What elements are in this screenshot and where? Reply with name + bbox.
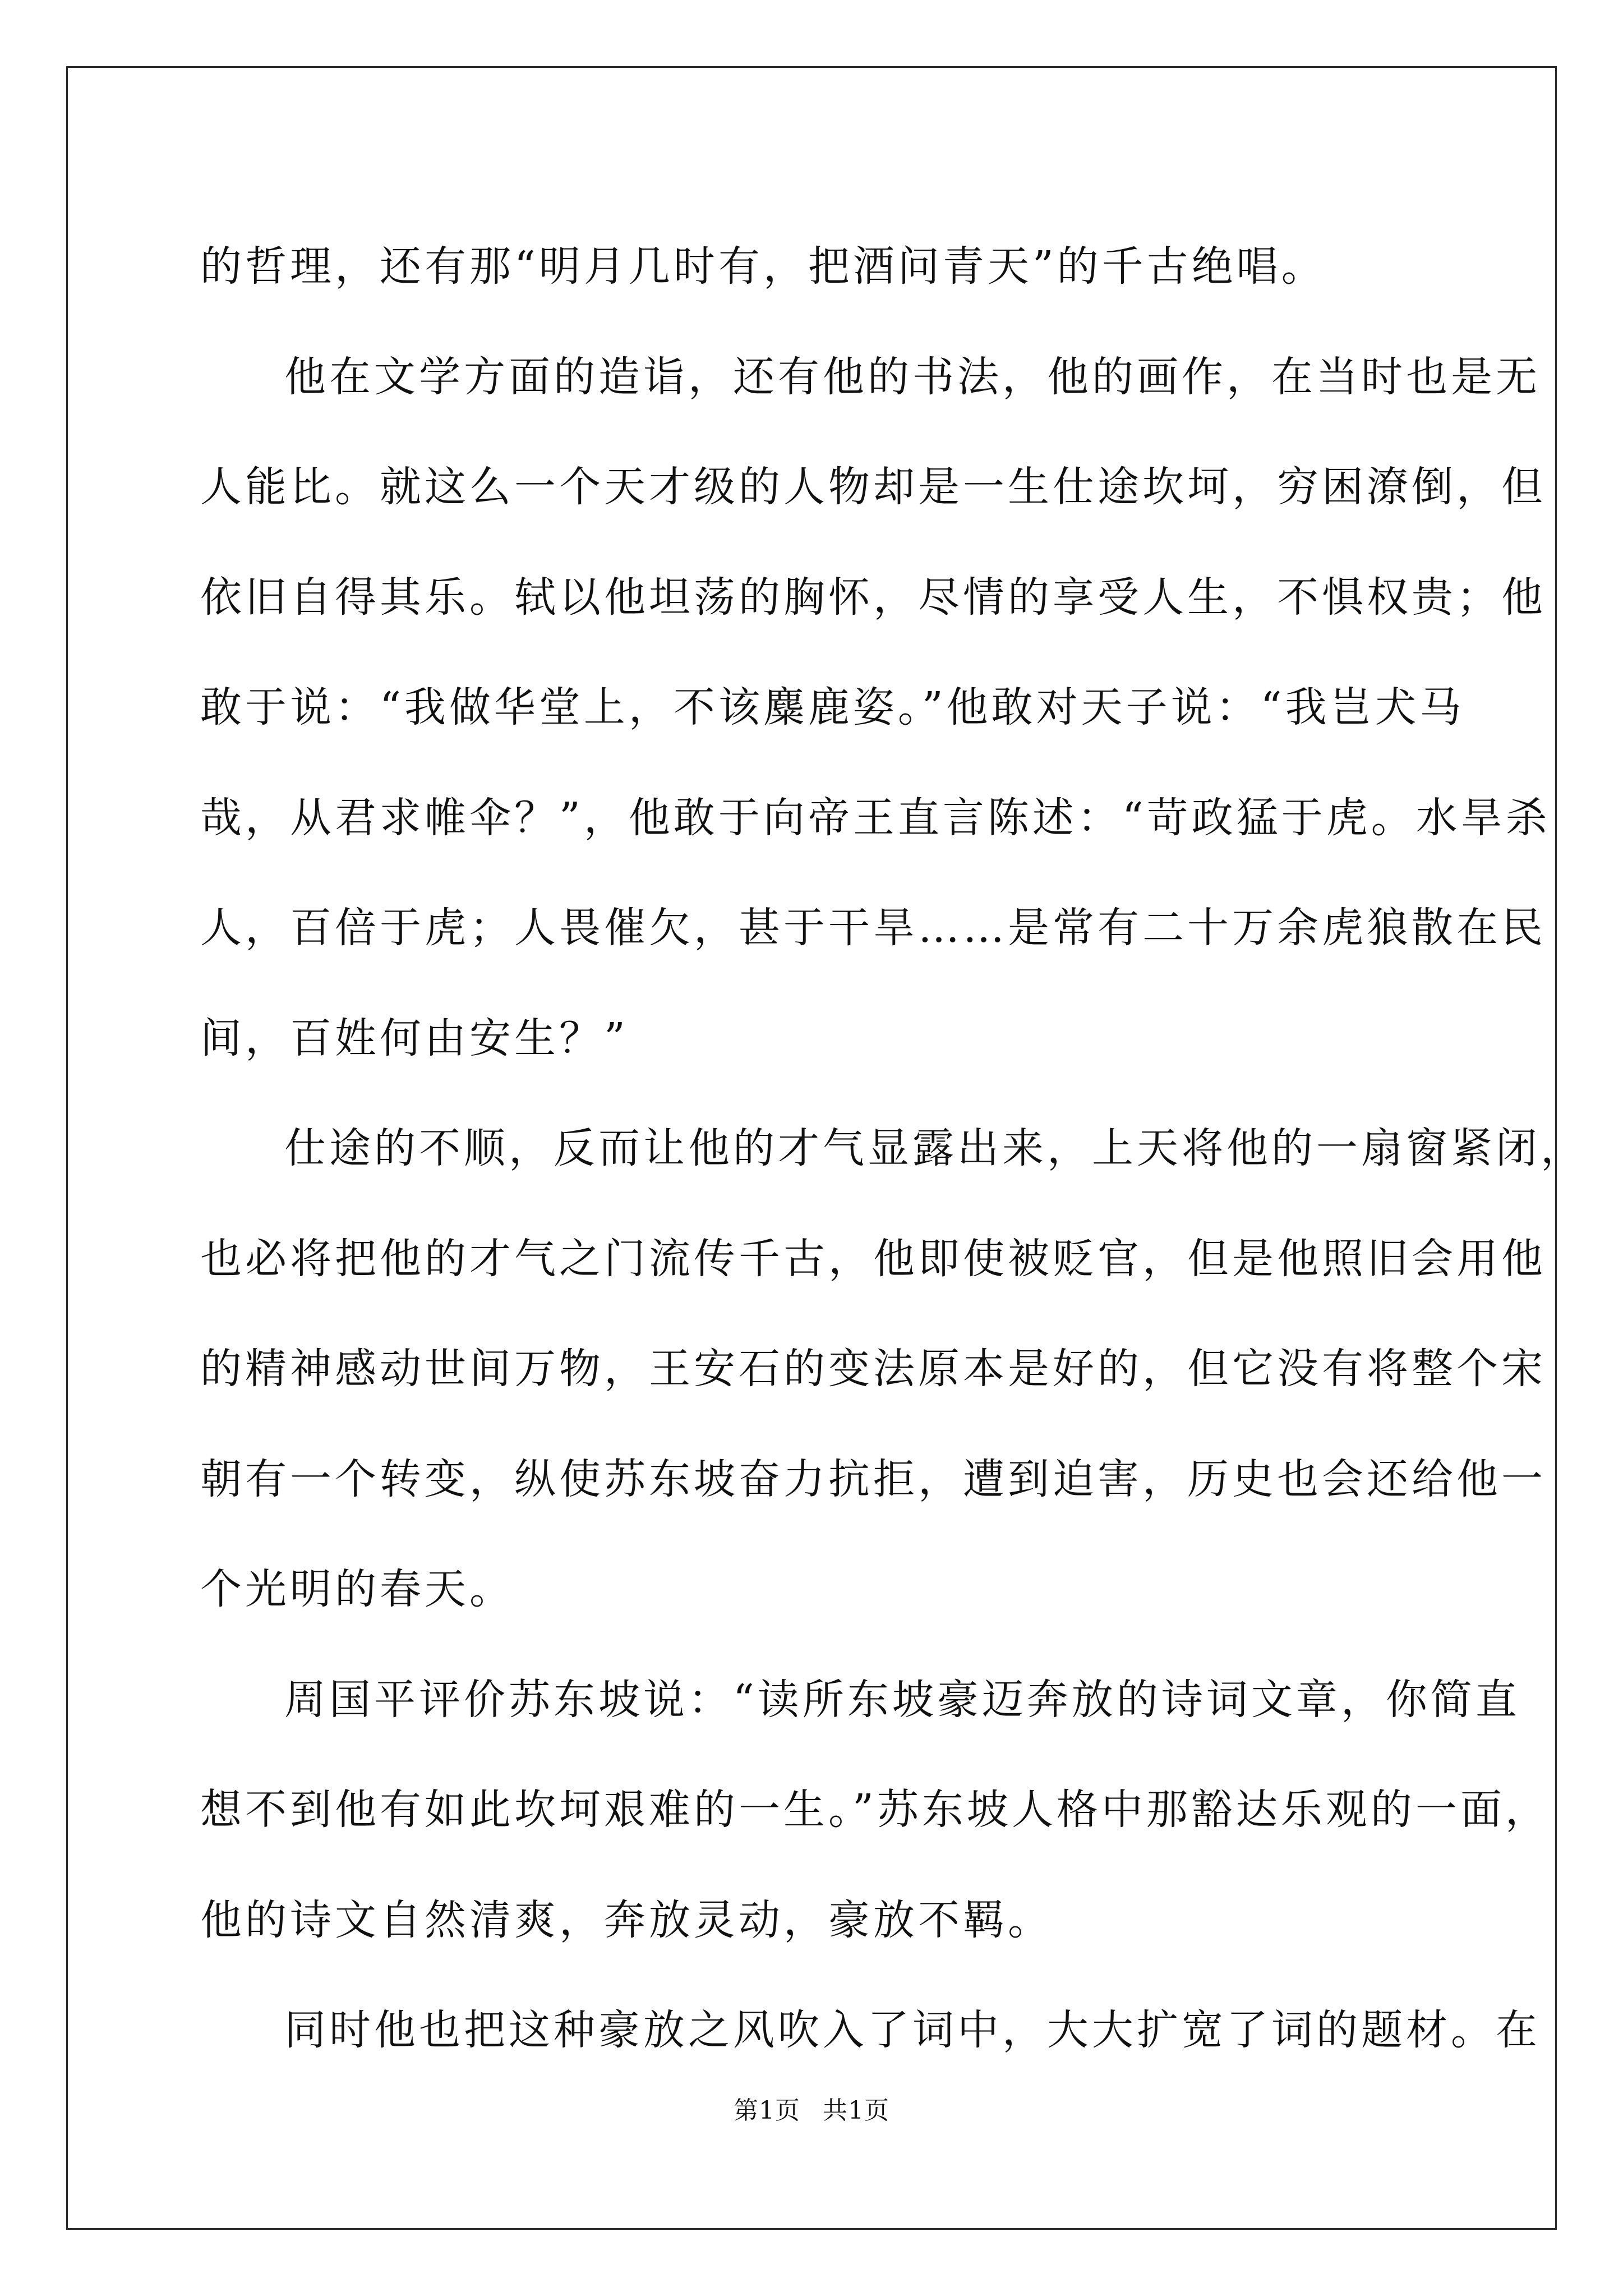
text-line: 周国平评价苏东坡说：“读所东坡豪迈奔放的诗词文章，你简直: [284, 1675, 1520, 1724]
page-total: 共1页: [823, 2096, 889, 2125]
text-line: 个光明的春天。: [200, 1565, 514, 1613]
text-line: 他在文学方面的造诣，还有他的书法，他的画作，在当时也是无: [284, 352, 1541, 401]
text-line: 依旧自得其乐。轼以他坦荡的胸怀，尽情的享受人生，不惧权贵；他: [200, 573, 1546, 622]
text-line: 人，百倍于虎；人畏催欠，甚于干旱……是常有二十万余虎狼散在民: [200, 904, 1546, 952]
text-line: 也必将把他的才气之门流传千古，他即使被贬官，但是他照旧会用他: [200, 1234, 1546, 1283]
document-body: [200, 211, 1585, 2086]
text-line: 同时他也把这种豪放之风吹入了词中，大大扩宽了词的题材。在: [284, 2006, 1541, 2054]
text-line: 间，百姓何由安生？”: [200, 1014, 629, 1062]
text-line: 朝有一个转变，纵使苏东坡奋力抗拒，遭到迫害，历史也会还给他一: [200, 1455, 1546, 1503]
text-line: 人能比。就这么一个天才级的人物却是一生仕途坎坷，穷困潦倒，但: [200, 463, 1546, 511]
page-footer: [0, 2094, 1623, 2128]
text-line: 他的诗文自然清爽，奔放灵动，豪放不羁。: [200, 1895, 1053, 1944]
text-line: 仕途的不顺，反而让他的才气显露出来，上天将他的一扇窗紧闭，: [284, 1124, 1585, 1172]
text-line: 的哲理，还有那“明月几时有，把酒问青天”的千古绝唱。: [200, 242, 1326, 291]
text-line: 想不到他有如此坎坷艰难的一生。”苏东坡人格中那豁达乐观的一面，: [200, 1786, 1550, 1834]
text-line: 敢于说：“我做华堂上，不该麋鹿姿。”他敢对天子说：“我岂犬马: [200, 683, 1465, 731]
text-line: 的精神感动世间万物，王安石的变法原本是好的，但它没有将整个宋: [200, 1345, 1546, 1393]
page-number: 第1页: [734, 2096, 800, 2125]
text-line: 哉，从君求帷伞？”，他敢于向帝王直言陈述：“苛政猛于虎。水旱杀: [200, 793, 1551, 842]
